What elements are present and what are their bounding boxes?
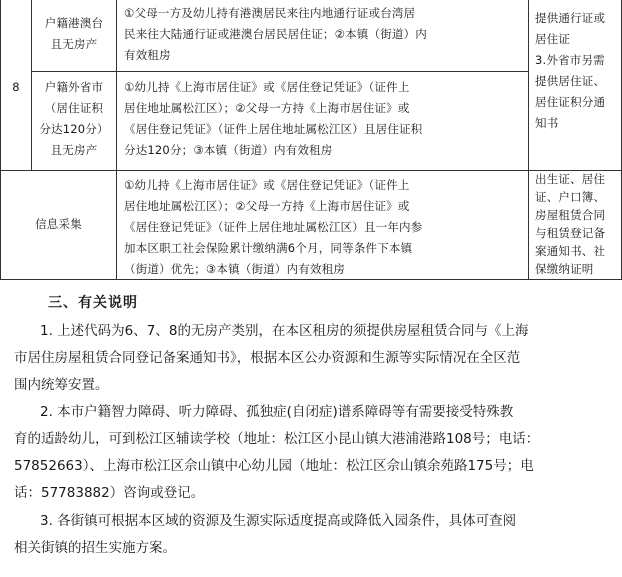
condition-line: 民来往大陆通行证或港澳台居民居住证；②本镇（街道）内	[124, 27, 428, 41]
table-row-divider	[31, 71, 528, 72]
condition-line: ①父母一方及幼儿持有港澳居民来往内地通行证或台湾居	[124, 6, 416, 20]
condition-line: 分达120分；③本镇（街道）内有效租房	[124, 143, 333, 157]
table-border-left	[0, 0, 1, 279]
note-line: 围内统筹安置。	[14, 377, 109, 393]
category-cell	[32, 77, 116, 161]
condition-line: 有效租房	[124, 48, 171, 62]
condition-line: ①幼儿持《上海市居住证》或《居住登记凭证》（证件上	[124, 80, 410, 94]
note-paragraph-3	[14, 508, 610, 562]
note-line: 1. 上述代码为6、7、8的无房产类别，在本区租房的须提供房屋租赁合同与《上海	[40, 323, 529, 339]
materials-line: 证、户口簿、	[535, 190, 606, 204]
materials-line: 保缴纳证明	[535, 262, 594, 276]
conditions-cell	[124, 3, 524, 66]
condition-line: 加本区职工社会保险累计缴纳满6个月，同等条件下本镇	[124, 241, 413, 255]
category-line: 且无房产	[50, 143, 98, 157]
condition-line: （街道）优先；③本镇（街道）内有效租房	[124, 262, 346, 276]
materials-line: 案通知书、社	[535, 244, 606, 258]
condition-line: 《居住登记凭证》（证件上居住地址属松江区）且一年内参	[124, 220, 423, 234]
table-col-divider	[116, 0, 117, 279]
row-number-cell	[1, 77, 31, 98]
materials-cell	[535, 8, 619, 134]
info-materials-cell	[535, 170, 619, 278]
materials-line: 房屋租赁合同	[535, 208, 606, 222]
table-row-divider	[0, 170, 622, 171]
info-label-cell	[1, 214, 116, 235]
table-col-divider	[528, 0, 529, 279]
condition-line: ①幼儿持《上海市居住证》或《居住登记凭证》（证件上	[124, 178, 410, 192]
materials-line: 3.外省市另需	[535, 53, 605, 67]
conditions-cell	[124, 77, 524, 161]
note-line: 市居住房屋租赁合同登记备案通知书》，根据本区公办资源和生源等实际情况在全区范	[14, 350, 521, 366]
category-line: 分达120分）	[39, 122, 109, 136]
materials-line: 居住证积分通	[535, 95, 606, 109]
note-line: 57852663）、上海市松江区佘山镇中心幼儿园（地址：松江区佘山镇余苑路175号；电	[14, 458, 534, 474]
condition-line: 居住地址属松江区）；②父母一方持《上海市居住证》或	[124, 199, 410, 213]
info-conditions-cell	[124, 175, 524, 280]
row-number: 8	[12, 80, 20, 94]
materials-line: 与租赁登记备	[535, 226, 606, 240]
materials-line: 提供通行证或	[535, 11, 606, 25]
category-line: 户籍港澳台	[44, 16, 104, 30]
materials-line: 出生证、居住	[535, 172, 606, 186]
note-line: 相关街镇的招生实施方案。	[14, 540, 176, 556]
notes-heading: 三、有关说明	[48, 295, 138, 311]
note-line: 话：57783882）咨询或登记。	[14, 485, 205, 501]
category-line: 户籍外省市	[44, 80, 104, 94]
condition-line: 居住地址属松江区）；②父母一方持《上海市居住证》或	[124, 101, 410, 115]
note-paragraph-2	[14, 399, 610, 507]
materials-line: 居住证	[535, 32, 571, 46]
note-line: 3. 各街镇可根据本区域的资源及生源实际适度提高或降低入园条件，具体可查阅	[40, 513, 517, 529]
condition-line: 《居住登记凭证》（证件上居住地址属松江区）且居住证积	[124, 122, 423, 136]
note-line: 2. 本市户籍智力障碍、听力障碍、孤独症(自闭症)谱系障碍等有需要接受特殊教	[40, 404, 514, 420]
materials-line: 知书	[535, 116, 559, 130]
info-label: 信息采集	[35, 217, 82, 231]
category-line: （居住证积	[44, 101, 104, 115]
note-paragraph-1	[14, 318, 610, 399]
category-cell	[32, 13, 116, 55]
enrollment-table	[0, 0, 622, 280]
category-line: 且无房产	[50, 37, 98, 51]
note-line: 育的适龄幼儿，可到松江区辅读学校（地址：松江区小昆山镇大港浦港路108号；电话：	[14, 431, 540, 447]
materials-line: 提供居住证、	[535, 74, 606, 88]
